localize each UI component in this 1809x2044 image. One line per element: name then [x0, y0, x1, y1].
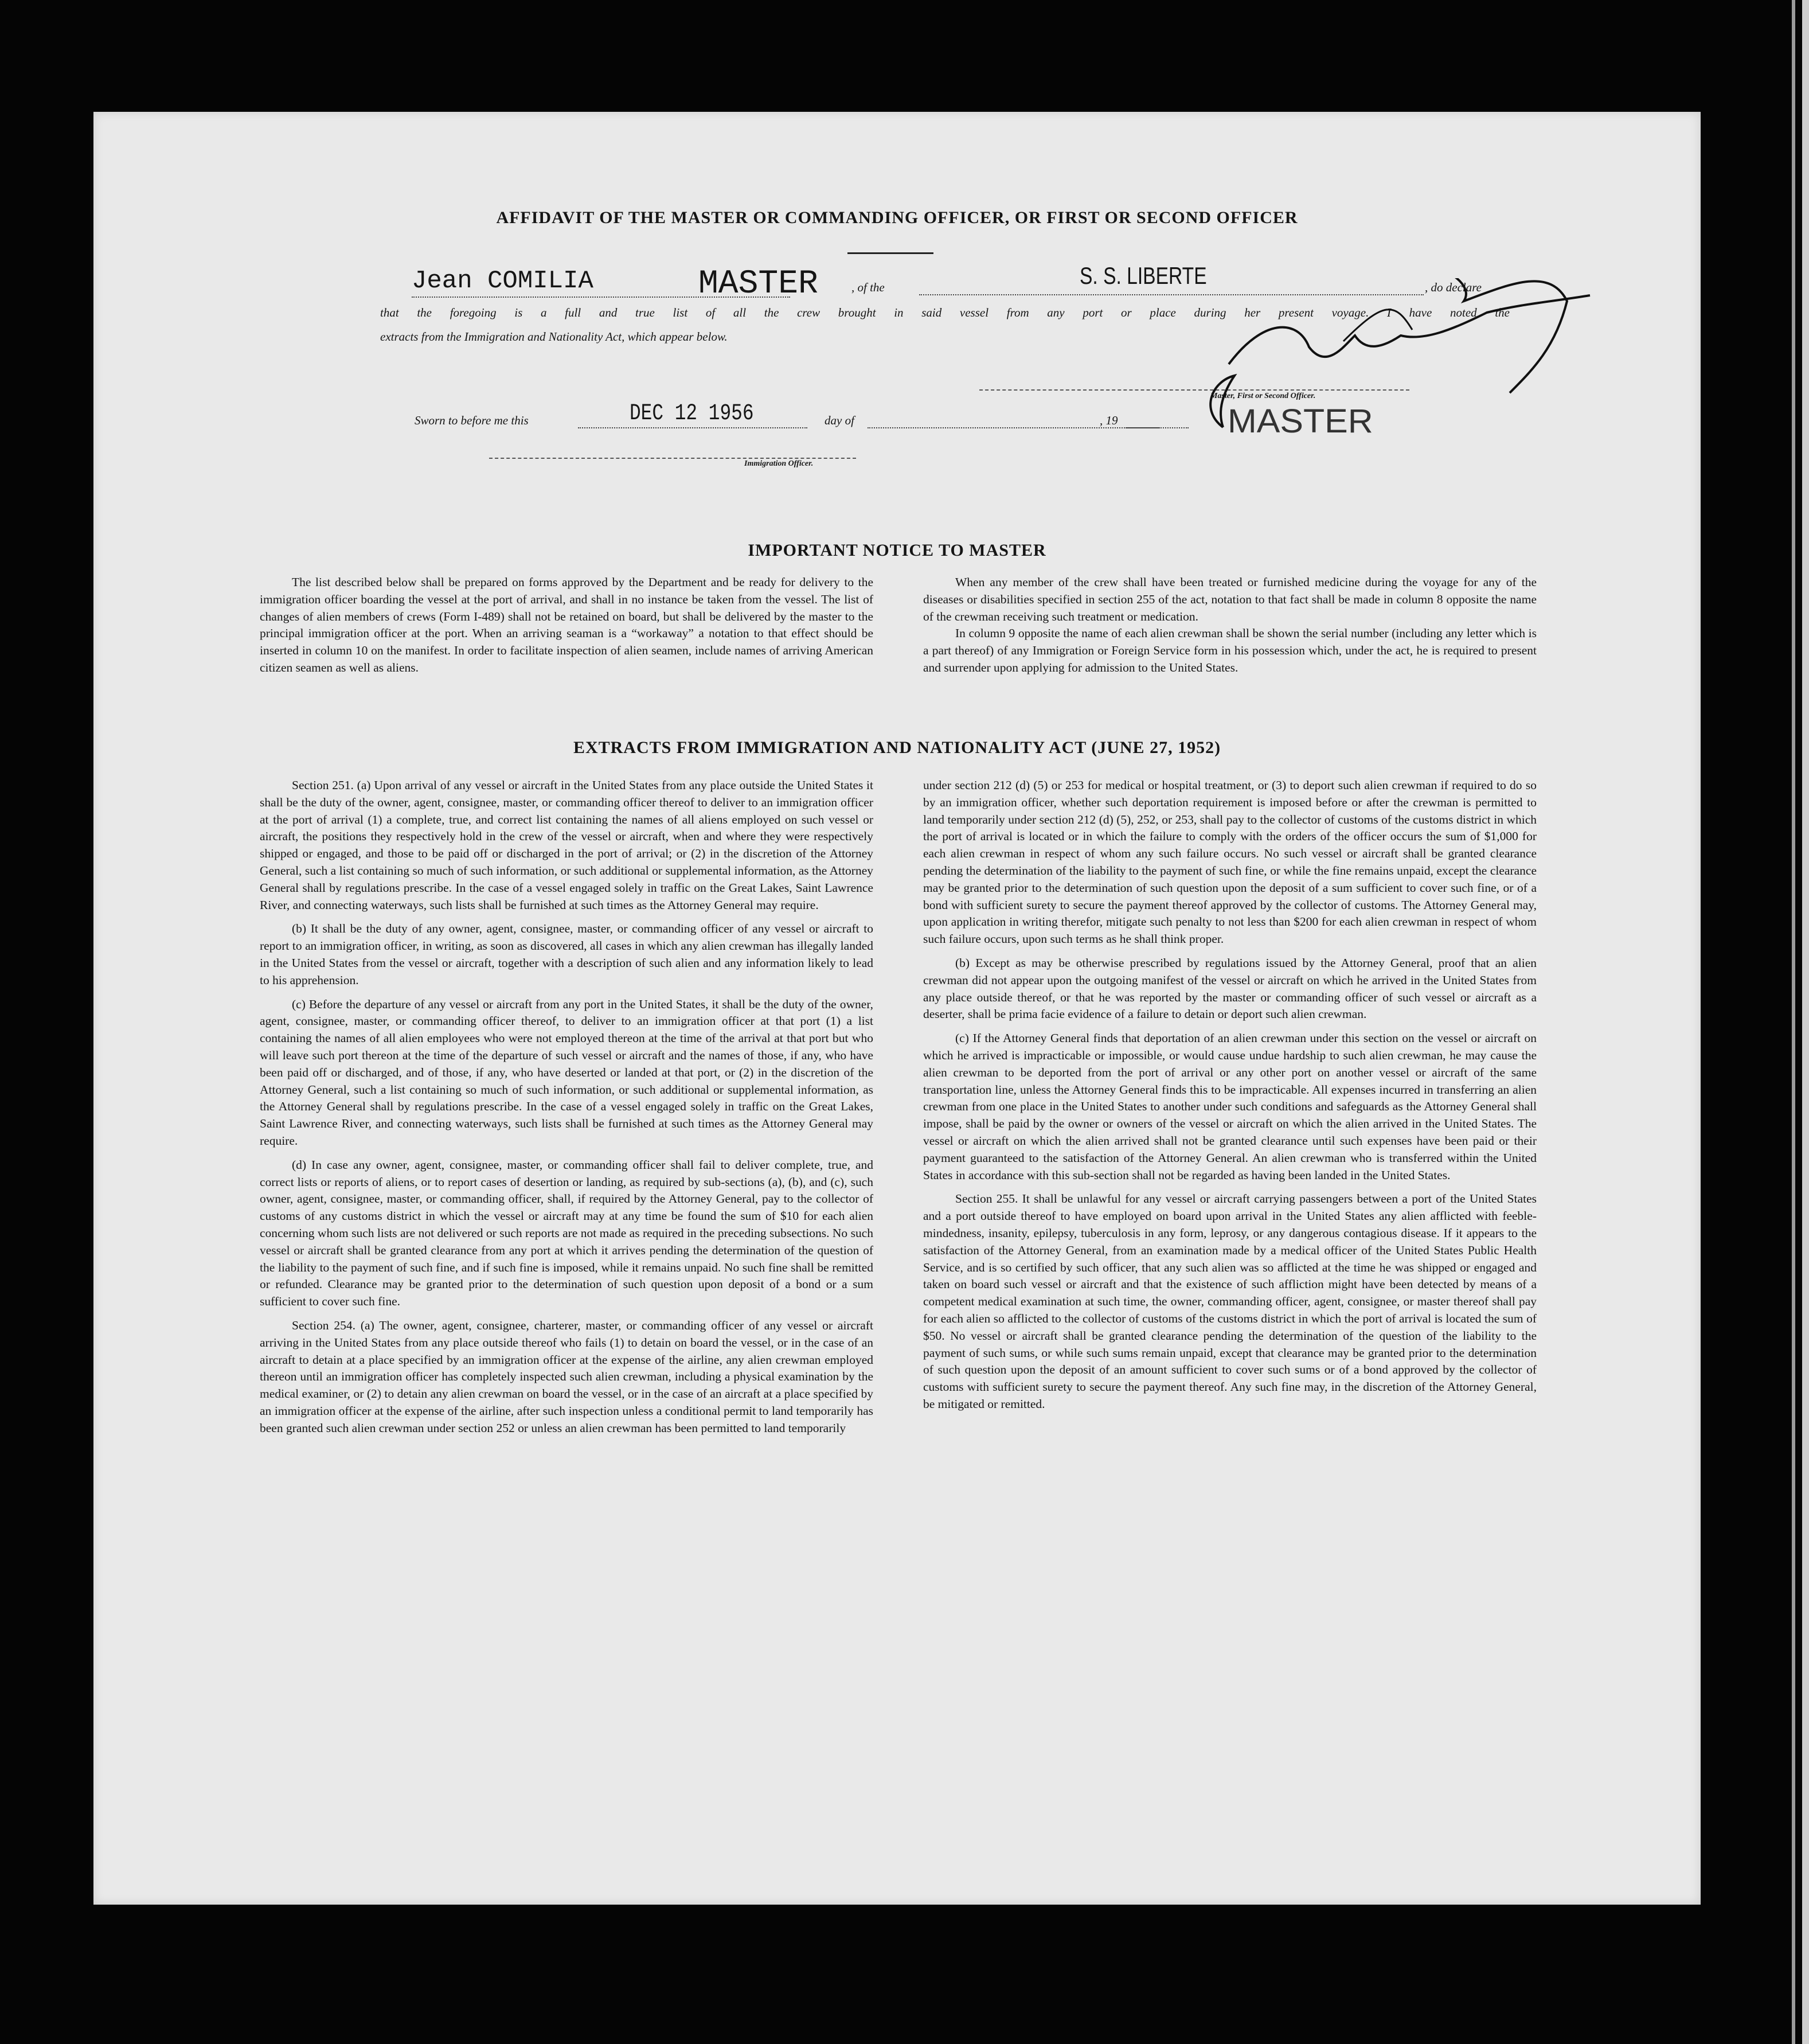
notice-right-text-1: When any member of the crew shall have been treated or furnished medicine during the voyage for any of the diseases or disabilities specified in section 255 of the act, notation to that fact shall be made in column 8 opposite the name of the crewman receiving such treatment or medication.: [923, 575, 1537, 623]
officer-caption: Immigration Officer.: [744, 459, 814, 468]
scanner-edge: [1802, 0, 1809, 2044]
affidavit-title: AFFIDAVIT OF THE MASTER OR COMMANDING OFFICER, OR FIRST OR SECOND OFFICER: [496, 208, 1298, 227]
year-prefix-label: , 19: [1100, 414, 1118, 427]
officer-line: [489, 458, 856, 459]
day-of-label: day of: [825, 414, 854, 427]
extracts-title: EXTRACTS FROM IMMIGRATION AND NATIONALITY ACT (JUNE 27, 1952): [573, 738, 1221, 757]
notice-left-column: [260, 574, 873, 684]
notice-title: IMPORTANT NOTICE TO MASTER: [748, 541, 1046, 560]
sworn-label: Sworn to before me this: [415, 414, 529, 427]
section-255: Section 255. It shall be unlawful for any vessel or aircraft carrying passengers between a port of the United States and a port outside thereof to have employed on board upon arrival in the United States any alien afflicted with feeble-mindedness, insanity, epilepsy, tuberculosis in any form, leprosy, or any dangerous contagious disease. If it appears to the satisfaction of the Attorney General, from an examination made by a medical officer of the United States Public Health Service, and is so certified by such officer, that any such alien was so afflicted at the time he was shipped or engaged and taken on board such vessel or aircraft and that the existence of such affliction might have been detected by means of a competent medical examination at such time, the owner, commanding officer, agent, consignee, or master thereof shall pay for each alien so afflicted to the collector of customs of the customs district in which the port of arrival is located the sum of $50. No vessel or aircraft shall be granted clearance pending the determination of the question of the liability to the payment of such sums, or while such sums remain unpaid, except that clearance may be granted prior to the determination of such question upon the deposit of an amount sufficient to cover such sums or of a bond approved by the collector of customs with sufficient surety to secure the payment thereof. Any such fine may, in the discretion of the Attorney General, be mitigated or remitted.: [923, 1192, 1537, 1411]
sworn-date: DEC 12 1956: [630, 401, 754, 427]
section-254-a: Section 254. (a) The owner, agent, consignee, charterer, master, or commanding officer of any vessel or aircraft arriving in the United States from any place outside thereof who fails (1) to detain on board the vessel, or in the case of an aircraft to detain at a place specified by an immigration officer at the expense of the airline, any alien crewman employed thereon until an immigration officer has completely inspected such alien crewman, including a physical examination by the medical examiner, or (2) to detain any alien crewman on board the vessel, or in the case of an aircraft at a place specified by an immigration officer at the expense of the airline, after such inspection unless a conditional permit to land temporarily has been granted such alien crewman under section 252 or unless an alien crewman has been permitted to land temporarily: [260, 1318, 873, 1435]
rank-typed: MASTER: [698, 266, 818, 303]
master-stamp: MASTER: [1228, 403, 1373, 440]
declaration-line-2: extracts from the Immigration and Nationality Act, which appear below.: [380, 330, 728, 344]
section-251-a: Section 251. (a) Upon arrival of any vessel or aircraft in the United States from any place outside the United States it shall be the duty of the owner, agent, consignee, master, or commanding officer thereof to deliver to an immigration officer at the port of arrival (1) a complete, true, and correct list containing the names of all aliens employed on such vessel or aircraft, the positions they respectively hold in the crew of the vessel or aircraft, when and where they were respectively shipped or engaged, and those to be paid off or discharged in the port of arrival; or (2) in the discretion of the Attorney General, such a list containing so much of such information, or such additional or supplemental information, as the Attorney General shall by regulations prescribe. In the case of a vessel engaged solely in traffic on the Great Lakes, Saint Lawrence River, and connecting waterways, such lists shall be furnished at such times as the Attorney General may require.: [260, 778, 873, 912]
section-251-c: (c) Before the departure of any vessel or aircraft from any port in the United States, it shall be the duty of the owner, agent, consignee, master, or commanding officer thereof, to deliver to an immigration officer at that port (1) a list containing the names of all alien employees who were not employed thereon at the time of the arrival at that port but who will leave such port thereon at the time of the departure of such vessel or aircraft and the names of those, if any, who have been paid off or discharged, and of those, if any, who have deserted or landed at that port, or (2) in the discretion of the Attorney General, such a list containing so much of such information, or such additional or supplemental information, as the Attorney General shall by regulations prescribe. In the case of a vessel engaged solely in traffic on the Great Lakes, Saint Lawrence River, and connecting waterways, such lists shall be furnished at such times as the Attorney General may require.: [260, 997, 873, 1148]
section-251-d: (d) In case any owner, agent, consignee, master, or commanding officer shall fail to deliver complete, true, and correct lists or reports of aliens, or to report cases of desertion or landing, as required by sub-sections (a), (b), and (c), such owner, agent, consignee, master, or commanding officer, shall, if required by the Attorney General, pay to the collector of customs of any customs district in which the vessel or aircraft may at any time be found the sum of $10 for each alien concerning whom such lists are not delivered or such reports are not made as required in the preceding subsections. No such vessel or aircraft shall be granted clearance from any port at which it arrives pending the determination of the question of the liability to the payment of such fine, and if such fine is imposed, while it remains unpaid. No such fine shall be remitted or refunded. Clearance may be granted prior to the determination of such question upon deposit of a bond or a sum sufficient to cover such fine.: [260, 1157, 873, 1309]
document-page: [93, 112, 1701, 1905]
master-name: Jean COMILIA: [412, 267, 593, 295]
sworn-date-blank: [578, 427, 807, 428]
of-the-label: , of the: [851, 280, 885, 294]
handwritten-signature: [1154, 278, 1613, 450]
title-rule: [847, 252, 933, 254]
section-254-a-cont: under section 212 (d) (5) or 253 for medical or hospital treatment, or (3) to deport such alien crewman if required to do so by an immigration officer, whether such deportation requirement is imposed before or after the crewman is permitted to land temporarily under section 212 (d) (5), 252, or 253, shall pay to the collector of customs of the customs district in which the port of arrival is located or in which the failure to comply with the orders of the officer occurs the sum of $1,000 for each alien crewman in respect of whom any such failure occurs. No such vessel or aircraft shall be granted clearance pending the determination of the liability to the payment of such fine, or while the fine remains unpaid, except the clearance may be granted prior to the determination of such question upon the deposit of a sum sufficient to cover such fine, or of a bond with sufficient surety to secure the payment thereof approved by the collector of customs. The Attorney General may, upon application in writing therefor, mitigate such penalty to not less than $200 for each alien crewman in respect of whom such failure occurs, upon such terms as he shall think proper.: [923, 778, 1537, 946]
notice-right-column: [923, 574, 1537, 684]
notice-right-text-2: In column 9 opposite the name of each alien crewman shall be shown the serial number (including any letter which is a part thereof) of any Immigration or Foreign Service form in his possession which, under the act, he is required to present and surrender upon applying for admission to the United States.: [923, 626, 1537, 674]
extracts-right-column: [923, 777, 1537, 1420]
section-251-b: (b) It shall be the duty of any owner, agent, consignee, master, or commanding officer of any vessel or aircraft to report to an immigration officer, in writing, as soon as discovered, all cases in which any alien crewman has illegally landed in the United States from the vessel or aircraft, together with a description of such alien and any information likely to lead to his apprehension.: [260, 922, 873, 987]
vessel-name: S. S. LIBERTE: [1080, 262, 1207, 289]
extracts-left-column: [260, 777, 873, 1444]
notice-left-text: The list described below shall be prepared on forms approved by the Department and be ready for delivery to the immigration officer boarding the vessel at the port of arrival, and shall in no instance be taken from the vessel. The list of changes of alien members of crews (Form I-489) shall not be retained on board, but shall be delivered by the master to the principal immigration officer at the port. When an arriving seaman is a “workaway” a notation to that effect should be inserted in column 10 on the manifest. In order to facilitate inspection of alien seamen, include names of arriving American citizen seamen as well as aliens.: [260, 575, 873, 674]
signature-caption: Master, First or Second Officer.: [1210, 392, 1316, 400]
declaration-line: that the foregoing is a full and true list of all the crew brought in said vessel from any port or place during her present voyage. I have noted the: [380, 306, 1510, 319]
section-254-b: (b) Except as may be otherwise prescribed by regulations issued by the Attorney General, proof that an alien crewman did not appear upon the outgoing manifest of the vessel or aircraft on which he arrived in the United States from any place outside thereof, or that he was reported by the master or commanding officer of such vessel or aircraft as a deserter, shall be prima facie evidence of a failure to detain or deport such alien crewman.: [923, 955, 1537, 1021]
section-254-c: (c) If the Attorney General finds that deportation of an alien crewman under this section on the vessel or aircraft on which he arrived is impracticable or impossible, or would cause undue hardship to such alien crewman, he may cause the alien crewman to be deported from the port of arrival or any other port on another vessel or aircraft of the same transportation line, unless the Attorney General finds this to be impracticable. All expenses incurred in transferring an alien crewman from one place in the United States to another under such conditions and safeguards as the Attorney General shall impose, shall be paid by the owner or owners of the vessel or aircraft on which the alien arrived in the United States. The vessel or aircraft on which the alien arrived shall not be granted clearance until such expenses have been paid or their payment guaranteed to the satisfaction of the Attorney General. An alien crewman who is transferred within the United States in accordance with this sub-section shall not be regarded as having been landed in the United States.: [923, 1031, 1537, 1182]
do-declare-label: , do declare: [1425, 280, 1482, 294]
scanner-edge-line: [1792, 0, 1795, 2044]
